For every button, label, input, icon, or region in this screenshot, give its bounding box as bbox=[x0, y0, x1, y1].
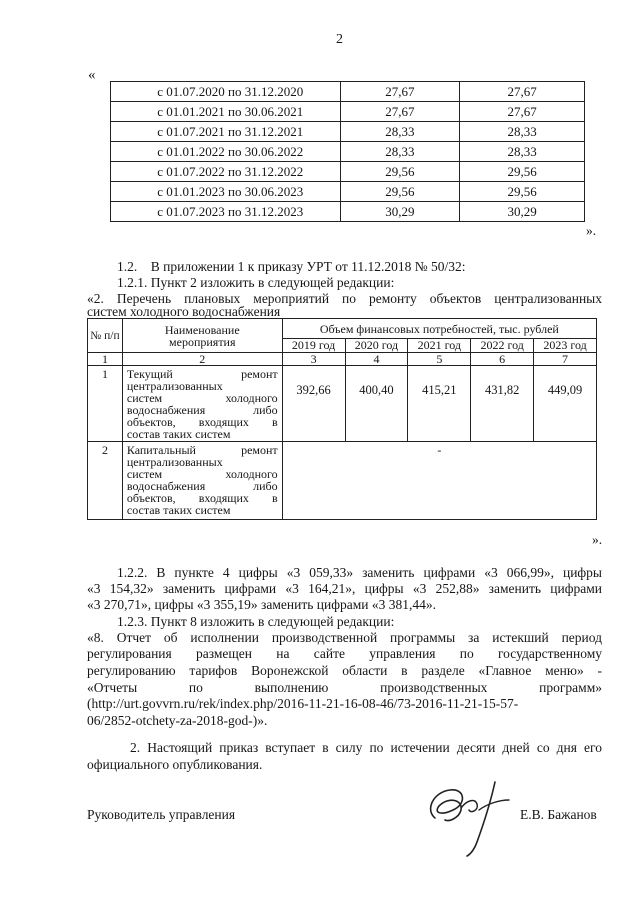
measure-name-line: централизованных bbox=[126, 379, 223, 393]
paragraph-1-2-3: 1.2.3. Пункт 8 изложить в следующей редакции: bbox=[117, 614, 395, 629]
paragraph-2-line2: официального опубликования. bbox=[87, 757, 263, 772]
measure-name-line: Капитальный ремонт bbox=[126, 443, 278, 457]
header-num: № п/п bbox=[88, 319, 123, 353]
column-number: 2 bbox=[122, 353, 282, 366]
measure-row bbox=[88, 442, 597, 520]
column-number: 1 bbox=[88, 353, 123, 366]
tariff-value-2: 28,33 bbox=[460, 142, 585, 162]
tariff-value-1: 30,29 bbox=[340, 202, 460, 222]
header-year: 2021 год bbox=[408, 339, 471, 353]
tariff-row bbox=[111, 82, 585, 102]
tariff-row bbox=[111, 202, 585, 222]
page-number: 2 bbox=[336, 32, 343, 47]
tariff-period: с 01.01.2021 по 30.06.2021 bbox=[111, 102, 341, 122]
handwritten-signature bbox=[405, 770, 525, 860]
tariff-value-2: 29,56 bbox=[460, 182, 585, 202]
measure-value: 392,66 bbox=[282, 366, 345, 442]
tariff-row bbox=[111, 102, 585, 122]
tariff-value-1: 28,33 bbox=[340, 122, 460, 142]
header-year: 2020 год bbox=[345, 339, 408, 353]
measure-name-line: водоснабжения либо bbox=[126, 479, 278, 493]
tariff-value-1: 29,56 bbox=[340, 162, 460, 182]
tariff-value-1: 27,67 bbox=[340, 102, 460, 122]
signature-name: Е.В. Бажанов bbox=[520, 807, 597, 822]
measure-name-line: водоснабжения либо bbox=[126, 403, 278, 417]
measures-table bbox=[87, 318, 597, 520]
tariff-value-1: 28,33 bbox=[340, 142, 460, 162]
measure-name-line: состав таких систем bbox=[126, 427, 231, 441]
header-year: 2022 год bbox=[471, 339, 534, 353]
measure-value: 400,40 bbox=[345, 366, 408, 442]
tariff-value-2: 28,33 bbox=[460, 122, 585, 142]
paragraph-8-line4: «Отчеты по выполнению производственных программ» bbox=[87, 680, 602, 695]
header-name: Наименование мероприятия bbox=[122, 319, 282, 353]
paragraph-1-2-2-line3: «3 270,71», цифры «3 355,19» заменить цифрами «3 381,44». bbox=[87, 597, 436, 612]
header-volume: Объем финансовых потребностей, тыс. рублей bbox=[282, 319, 596, 339]
paragraph-8-line2: регулирования размещен на сайте управления по государственному bbox=[87, 646, 602, 661]
signature-role: Руководитель управления bbox=[87, 807, 236, 822]
tariff-period: с 01.07.2021 по 31.12.2021 bbox=[111, 122, 341, 142]
paragraph-1-2-1: 1.2.1. Пункт 2 изложить в следующей редакции: bbox=[117, 275, 395, 290]
column-number: 3 bbox=[282, 353, 345, 366]
tariff-period: с 01.07.2020 по 31.12.2020 bbox=[111, 82, 341, 102]
paragraph-8-line3: регулированию тарифов Воронежской области в разделе «Главное меню» - bbox=[87, 663, 602, 678]
measure-name bbox=[122, 442, 282, 520]
paragraph-8-line1: «8. Отчет об исполнении производственной программы за истекший период bbox=[87, 630, 602, 645]
tariff-period: с 01.07.2023 по 31.12.2023 bbox=[111, 202, 341, 222]
column-number: 7 bbox=[534, 353, 597, 366]
paragraph-8-line5: (http://urt.govvrn.ru/rek/index.php/2016-11-21-16-08-46/73-2016-11-21-15-57- bbox=[87, 696, 519, 711]
quote-open: « bbox=[88, 67, 96, 83]
header-year: 2023 год bbox=[534, 339, 597, 353]
measure-value: 449,09 bbox=[534, 366, 597, 442]
tariff-value-2: 27,67 bbox=[460, 102, 585, 122]
tariff-row bbox=[111, 182, 585, 202]
quote-close-2: ». bbox=[592, 532, 603, 547]
measure-name-line: Текущий ремонт bbox=[126, 367, 278, 381]
paragraph-8-line6: 06/2852-otchety-za-2018-god-)». bbox=[87, 713, 268, 728]
paragraph-1-2-2-line2: «3 154,32» заменить цифрами «3 164,21», цифры «3 252,88» заменить цифрами bbox=[87, 581, 602, 596]
tariff-table bbox=[110, 81, 585, 222]
column-number: 4 bbox=[345, 353, 408, 366]
measure-name-line: систем холодного bbox=[126, 391, 278, 405]
measure-name bbox=[122, 366, 282, 442]
tariff-row bbox=[111, 142, 585, 162]
column-number: 6 bbox=[471, 353, 534, 366]
tariff-period: с 01.01.2022 по 30.06.2022 bbox=[111, 142, 341, 162]
tariff-value-2: 30,29 bbox=[460, 202, 585, 222]
list-title-line1: «2. Перечень плановых мероприятий по ремонту объектов централизованных bbox=[87, 291, 602, 306]
header-year: 2019 год bbox=[282, 339, 345, 353]
tariff-value-1: 27,67 bbox=[340, 82, 460, 102]
tariff-value-2: 27,67 bbox=[460, 82, 585, 102]
measure-num: 1 bbox=[88, 366, 123, 442]
tariff-period: с 01.07.2022 по 31.12.2022 bbox=[111, 162, 341, 182]
measure-num: 2 bbox=[88, 442, 123, 520]
paragraph-1-2-2-line1: 1.2.2. В пункте 4 цифры «3 059,33» заменить цифрами «3 066,99», цифры bbox=[117, 565, 602, 580]
measure-name-line: состав таких систем bbox=[126, 503, 231, 517]
list-title-line2: систем холодного водоснабжения bbox=[87, 304, 281, 319]
measure-row bbox=[88, 366, 597, 442]
paragraph-1-2: 1.2. В приложении 1 к приказу УРТ от 11.12.2018 № 50/32: bbox=[117, 259, 466, 274]
tariff-row bbox=[111, 162, 585, 182]
tariff-value-1: 29,56 bbox=[340, 182, 460, 202]
quote-close-1: ». bbox=[586, 223, 597, 238]
measure-value: 415,21 bbox=[408, 366, 471, 442]
measure-name-line: централизованных bbox=[126, 455, 223, 469]
tariff-period: с 01.01.2023 по 30.06.2023 bbox=[111, 182, 341, 202]
measure-name-line: систем холодного bbox=[126, 467, 278, 481]
measure-value: 431,82 bbox=[471, 366, 534, 442]
measure-name-line: объектов, входящих в bbox=[126, 491, 278, 505]
measure-dash: - bbox=[282, 442, 596, 520]
column-number: 5 bbox=[408, 353, 471, 366]
measure-name-line: объектов, входящих в bbox=[126, 415, 278, 429]
tariff-value-2: 29,56 bbox=[460, 162, 585, 182]
tariff-row bbox=[111, 122, 585, 142]
paragraph-2-line1: 2. Настоящий приказ вступает в силу по истечении десяти дней со дня его bbox=[130, 740, 602, 755]
